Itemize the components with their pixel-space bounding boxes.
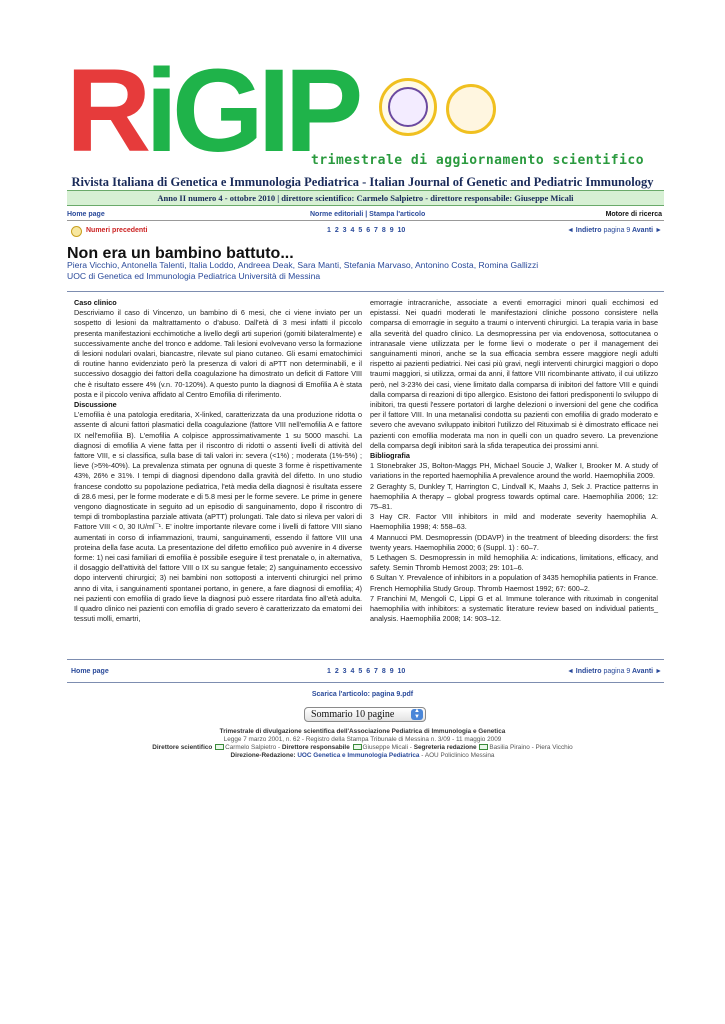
reference-item: 6 Sultan Y. Prevalence of inhibitors in a population of 3435 hemophilia patients in France. French Hemophilia Study Group. Thromb Haemost 1992; 67: 600–2. [370, 573, 658, 593]
page-navigation-bottom [67, 665, 664, 679]
forward-link[interactable]: Avanti ► [631, 227, 662, 234]
tagline: trimestrale di aggiornamento scientifico [311, 153, 645, 168]
discussion-text: L'emofilia è una patologia ereditaria, X-linked, caratterizzata da una produzione ridotta o assente di alcuni fattori plasmatici della coagulazione (fattore VIII nell'emofilia A e fattore IX nell'emofilia B). L'emofilia A colpisce approssimativamente 1 su 5000 maschi. La diagnosi di emofilia A viene fatta per il riscontro di ridotti o assenti livelli di attività del fattore VIII, e si classifica, sulla base di tali valori in: severa (<1%) ; moderata (1%-5%) ; lieve (>5%-40%). La prevalenza stimata per ognuna di queste 3 forme è rispettivamente 43%, 26% e 31%. I tempi di diagnosi dipendono dalla gravità del difetto. In uno studio francese condotto su popolazione pediatrica, l'età media della diagnosi è risultata essere di 28.6 mesi, per le forme moderate e di 5.8 mesi per le forme severe. Le prime in genere vengono diagnosticate in seguito ad un episodio di sanguinamento, dopo il riscontro di tempi di tromboplastina parziale attivata (aPTT) prolungati. Tale dato si rileva per valori di Fattore VIII < 0, 30 IU/ml¯¹. E' inoltre importante rilevare come i livelli di fattore VIII siano aumentati in corso di infiammazioni, traumi, sanguinamenti, essendo il fattore VIII una proteina della fase acuta. La presentazione del difetto emofilico può avvenire in 4 diverse forme: 1) nei casi familiari di emofilia è possibile eseguire il test prenatale o, in alternativa, il dosaggio dell'attività del fattore VIII o IX su sangue fetale; 2) sanguinamento eccessivo dopo interventi chirurgici; 3) nei bambini non sottoposti a interventi chirurgici nel primo anno di vita, i sanguinamenti spontanei portano, in genere, a fare diagnosi di emofilia; 4) nei pazienti con emofilia di grado lieve la diagnosi può essere ritardata fino all'età adulta. Il quadro clinico nei pazienti con emofilia di grado severo è caratterizzato da ematomi dei tessuti molli, emartri, [74, 410, 362, 624]
summary-select-value: Sommario 10 pagine [311, 709, 395, 720]
previous-issues-link[interactable]: Numeri precedenti [71, 224, 147, 238]
divider [67, 291, 664, 292]
search-engine-link[interactable]: Motore di ricerca [605, 211, 662, 218]
select-arrows-icon: ▲ ▼ [411, 709, 423, 720]
left-column [74, 298, 362, 625]
reference-item: 3 Hay CR. Factor VIII inhibitors in mild and moderate severity haemophilia A. Haemophilia 1998; 4: 558–63. [370, 512, 658, 532]
page-numbers[interactable]: 1 2 3 4 5 6 7 8 9 10 [327, 227, 406, 234]
home-page-link[interactable]: Home page [67, 211, 105, 218]
summary-select[interactable] [304, 707, 426, 722]
direction-label: Direzione-Redazione: [230, 752, 296, 759]
journal-title: Rivista Italiana di Genetica e Immunologia Pediatrica - Italian Journal of Genetic and Pediatric Immunology [71, 175, 654, 189]
back-link-bottom[interactable]: ◄ Indietro [566, 668, 602, 675]
divider [67, 659, 664, 660]
secondary-seal-icon [446, 84, 496, 134]
association-seal-icon [379, 78, 437, 136]
current-page-bottom: pagina 9 [603, 668, 631, 675]
article-title: Non era un bambino battuto... [67, 245, 294, 262]
case-text: Descriviamo il caso di Vincenzo, un bambino di 6 mesi, che ci viene inviato per un sospetto di lesioni da maltrattamento o d'abuso. Dall'età di 3 mesi infatti il piccolo presenta manifestazioni ecchimotiche a livello degli arti superiori (gomiti bilateralmente) e successivamente anche del tronco e addome. Tali lesioni evolvevano verso la formazione di lesioni nodulari ovalari, biancastre, rilevate sul piano cutaneo. Gli esami ematochimici di routine hanno evidenziato però la presenza di valori di aPTT non determinabili, e il successivo dosaggio dei fattori della coagulazione ha dimostrato un deficit di Fattore VIII che è risultato essere 4% (v.n. 70-120%). A questo punto la diagnosi di Emofilia A è stata posta e il piccolo veniva affidato al Centro Emofilia di riferimento. [74, 308, 362, 399]
bibliography-heading: Bibliografia [370, 451, 410, 461]
forward-link-bottom[interactable]: Avanti ► [631, 668, 662, 675]
mail-icon[interactable] [353, 744, 362, 750]
editorial-print-links[interactable]: Norme editoriali | Stampa l'articolo [310, 211, 426, 218]
current-page: pagina 9 [603, 227, 631, 234]
director-name: Carmelo Salpietro [225, 744, 277, 751]
footer-line-2: Legge 7 marzo 2001, n. 62 - Registro della Stampa Tribunale di Messina n. 3/09 - 11 maggio 2009 [223, 736, 502, 743]
reference-item: 1 Stonebraker JS, Bolton-Maggs PH, Michael Soucie J, Walker I, Brooker M. A study of variations in the reported haemophilia A prevalence around the world. Haemophilia 2009. [370, 461, 658, 481]
back-link[interactable]: ◄ Indietro [566, 227, 602, 234]
page-numbers-bottom[interactable]: 1 2 3 4 5 6 7 8 9 10 [327, 668, 406, 675]
discussion-continuation: emorragie intracraniche, associate a eventi emorragici minori quali ecchimosi ed epistassi. Nei quadri moderati le manifestazioni cliniche possono consistere nella comparsa di emorragie in seguito a traumi o interventi chirurgici. La terapia varia in base alla severità del quadro clinico. La desmopressina per via endovenosa, sottocutanea o intranasale viene utilizzata per le forme lievi o moderate o per il management dei sanguinamenti minori, anche se la sua efficacia sembra essere maggiore negli adulti rispetto ai pazienti pediatrici. Nei casi più gravi, negli interventi chirurgici maggiori o dopo traumi maggiori, si utilizza, ormai da anni, il fattore VIII ricombinante attivato, il cui utilizzo però, nel 3-23% dei casi, viene limitato dalla comparsa di inibitori del fattore VIII e quindi dalla comparsa di reazioni di tipo allergico. Esistono dei fattori predisponenti lo sviluppo di inibitori, tra questi l'essere portatori di larghe delezioni o inversioni del gene che codifica per il fattore VIII. In una metanalisi condotta su pazienti con emofilia di grado moderato e severo che avevano sviluppato inibitori l'utilizzo del Rituximab si è dimostrato efficace nei pazienti con emofilia moderata ma non in quelli con un quadro severo. La prevenzione della comparsa degli inibitori sarà la sfida terapeutica dei prossimi anni. [370, 298, 658, 450]
home-page-link-bottom[interactable]: Home page [71, 668, 109, 675]
mail-icon[interactable] [479, 744, 488, 750]
responsible-label: Direttore responsabile [281, 744, 350, 751]
direction-place: - AOU Policlinico Messina [421, 752, 495, 759]
mail-icon[interactable] [215, 744, 224, 750]
secretary-label: Segreteria redazione [413, 744, 477, 751]
pager-bottom [567, 665, 662, 679]
page-navigation-top [67, 224, 664, 238]
reference-item: 5 Lethagen S. Desmopressin in mild hemophilia A: indications, limitations, efficacy, and safety. Semin Thromb Hemost 2003; 29: 101–6. [370, 553, 658, 573]
author-list: Piera Vicchio, Antonella Talenti, Italia Loddo, Andreea Deak, Sara Manti, Stefania Marvaso, Antonino Costa, Romina Gallizzi [67, 260, 539, 270]
reference-item: 7 Franchini M, Mengoli C, Lippi G et al. Immune tolerance with rituximab in congenital haemophilia with inhibitors: a systematic literature review based on individual patients_ analysis. Haemophilia 2008; 14: 903–12. [370, 593, 658, 624]
footer-direction [0, 752, 725, 761]
affiliation: UOC di Genetica ed Immunologia Pediatrica Università di Messina [67, 270, 321, 281]
discussion-heading: Discussione [74, 400, 117, 410]
director-label: Direttore scientifico [152, 744, 213, 751]
pager [567, 224, 662, 238]
reference-item: 2 Geraghty S, Dunkley T, Harrington C, Lindvall K, Maahs J, Sek J. Practice patterns in haemophilia A therapy – global progress towards optimal care. Haemophilia 2006; 12: 75–81. [370, 481, 658, 512]
top-navigation [67, 209, 664, 221]
responsible-name: Giuseppe Micali [362, 744, 409, 751]
logo-wordmark: RiGIP [66, 45, 358, 177]
reference-item: 4 Mannucci PM. Desmopressin (DDAVP) in the treatment of bleeding disorders: the first twenty years. Haemophilia 2000; 6 (Suppl. 1) : 60–7. [370, 532, 658, 552]
issue-info-band: Anno II numero 4 - ottobre 2010 | direttore scientifico: Carmelo Salpietro - direttore responsabile: Giuseppe Micali [67, 190, 664, 206]
right-column [370, 298, 658, 625]
divider [67, 682, 664, 683]
article-authors [67, 260, 538, 281]
footer-credits: Direttore scientifico Carmelo Salpietro - Direttore responsabile Giuseppe Micali - Segreteria redazione Basilia Piraino - Piera Vicchio [152, 744, 573, 751]
download-pdf-link[interactable]: Scarica l'articolo: pagina 9.pdf [311, 691, 414, 698]
case-heading: Caso clinico [74, 298, 117, 307]
footer-line-1: Trimestrale di divulgazione scientifica dell'Associazione Pediatrica di Immunologia e Genetica [219, 728, 506, 735]
secretary-names: Basilia Piraino - Piera Vicchio [489, 744, 573, 751]
direction-unit-link[interactable]: UOC Genetica e Immunologia Pediatrica [297, 752, 420, 759]
archive-icon [71, 226, 82, 237]
